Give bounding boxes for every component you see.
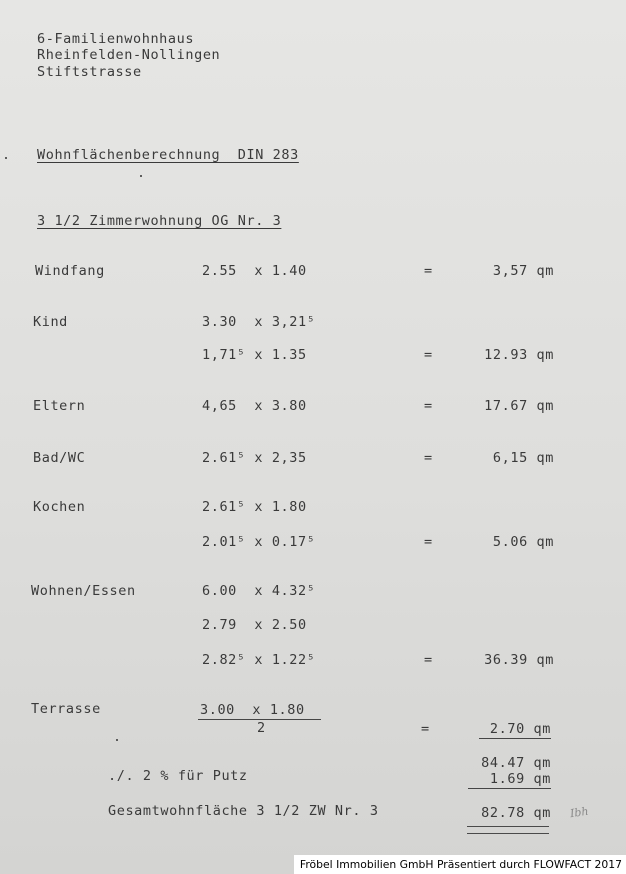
row-room: Bad/WC [33, 450, 86, 466]
row-room: Eltern [33, 398, 86, 414]
row-dims: 2.79 x 2.50 [202, 617, 307, 633]
row-room: Kind [33, 314, 68, 330]
row-dims: 6.00 x 4.32⁵ [202, 583, 316, 599]
row-equals: = [424, 398, 433, 414]
putz-value: 1.69 qm [489, 771, 551, 787]
terrasse-label: Terrasse [31, 701, 101, 717]
unit-title: 3 1/2 Zimmerwohnung OG Nr. 3 [37, 213, 282, 229]
row-area: 17.67 qm [484, 398, 554, 414]
total-label: Gesamtwohnfläche 3 1/2 ZW Nr. 3 [108, 803, 379, 819]
row-dims: 2.61⁵ x 2,35 [202, 450, 307, 466]
calc-title: Wohnflächenberechnung DIN 283 [37, 147, 299, 163]
row-room: Kochen [33, 499, 86, 515]
terrasse-equals: = [421, 721, 430, 737]
row-dims: 2.61⁵ x 1.80 [202, 499, 307, 515]
handwritten-note: Ibh [569, 804, 590, 821]
row-equals: = [424, 263, 433, 279]
header-line-3: Stiftstrasse [37, 64, 142, 80]
ink-dot [140, 175, 142, 177]
row-equals: = [424, 450, 433, 466]
footer-credit: Fröbel Immobilien GmbH Präsentiert durch FLOWFACT 2017 [294, 855, 626, 874]
total-double-underline [467, 826, 549, 834]
row-equals: = [424, 534, 433, 550]
ink-dot [5, 157, 7, 159]
header-line-1: 6-Familienwohnhaus [37, 31, 195, 47]
row-dims: 2.82⁵ x 1.22⁵ [202, 652, 316, 668]
putz-label: ./. 2 % für Putz [108, 768, 248, 784]
sum-underline [479, 738, 551, 739]
row-dims: 2.01⁵ x 0.17⁵ [202, 534, 316, 550]
row-dims: 1,71⁵ x 1.35 [202, 347, 307, 363]
row-area: 5.06 qm [492, 534, 554, 550]
header-line-2: Rheinfelden-Nollingen [37, 47, 221, 63]
row-dims: 2.55 x 1.40 [202, 263, 307, 279]
row-area: 12.93 qm [484, 347, 554, 363]
terrasse-numerator: 3.00 x 1.80 [200, 702, 305, 718]
row-area: 36.39 qm [484, 652, 554, 668]
row-room: Windfang [35, 263, 105, 279]
subtotal-value: 84.47 qm [481, 755, 551, 771]
terrasse-area: 2.70 qm [489, 721, 551, 737]
row-equals: = [424, 652, 433, 668]
row-dims: 4,65 x 3.80 [202, 398, 307, 414]
total-value: 82.78 qm [481, 805, 551, 821]
row-dims: 3.30 x 3,21⁵ [202, 314, 316, 330]
row-equals: = [424, 347, 433, 363]
ink-dot [116, 739, 118, 741]
putz-underline [468, 788, 551, 789]
row-room: Wohnen/Essen [31, 583, 136, 599]
row-area: 6,15 qm [492, 450, 554, 466]
row-area: 3,57 qm [492, 263, 554, 279]
terrasse-denominator: 2 [257, 720, 266, 736]
